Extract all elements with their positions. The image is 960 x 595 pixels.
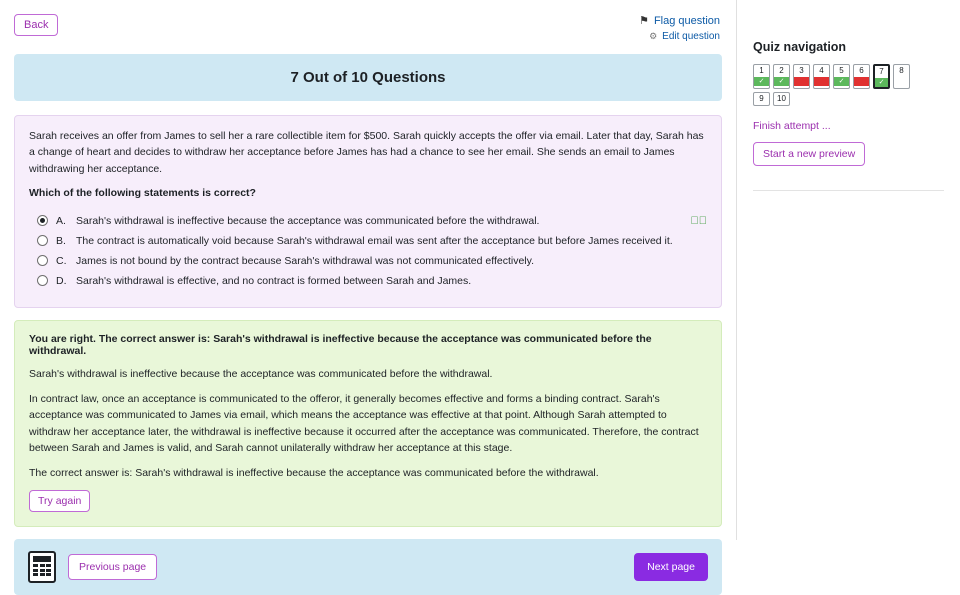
question-box-number: 3 bbox=[799, 66, 804, 75]
option-text-b: The contract is automatically void because Sarah's withdrawal email was sent after the acceptance but before James received it. bbox=[76, 234, 673, 247]
question-prompt: Which of the following statements is correct? bbox=[29, 186, 256, 199]
feedback-panel bbox=[14, 320, 722, 528]
answer-option-d[interactable] bbox=[29, 271, 707, 291]
question-box-status bbox=[794, 77, 809, 86]
flag-icon: ⚑ bbox=[639, 15, 649, 27]
flag-question-label: Flag question bbox=[653, 14, 720, 27]
question-stem: Sarah receives an offer from James to sell her a rare collectible item for $500. Sarah quickly accepts the offer via email. Later that day, Sarah has a change of heart and decides to withdraw her acceptance before James has had a chance to see her email. She sends an email to James withdrawing her acceptance. bbox=[29, 130, 704, 175]
question-box-status bbox=[854, 77, 869, 86]
question-box-1[interactable] bbox=[753, 64, 770, 89]
answer-option-a[interactable] bbox=[29, 211, 707, 231]
feedback-paragraph-2: In contract law, once an acceptance is communicated to the offeror, it generally becomes effective and forms a binding contract. Sarah's acceptance was communicated to James via email, which means the acceptance was effective at that point. Although Sarah attempted to withdraw her acceptance later, the withdrawal is ineffective because it occurred after the acceptance was communicated. Therefore, the contract between Sarah and James is valid, and Sarah cannot unilaterally withdraw her acceptance at this stage. bbox=[29, 393, 699, 454]
back-button[interactable]: Back bbox=[14, 14, 58, 36]
option-letter-d: D. bbox=[56, 274, 67, 287]
question-box-10[interactable] bbox=[773, 92, 790, 106]
radio-a[interactable] bbox=[37, 215, 48, 226]
question-box-number: 2 bbox=[779, 66, 784, 75]
radio-b[interactable] bbox=[37, 235, 48, 246]
feedback-paragraph-1: Sarah's withdrawal is ineffective because the acceptance was communicated before the withdrawal. bbox=[29, 367, 493, 380]
quiz-navigation-sidebar bbox=[737, 0, 960, 540]
question-box-status: ✓ bbox=[774, 77, 789, 86]
question-box-status: ✓ bbox=[875, 78, 888, 87]
option-text-a: Sarah's withdrawal is ineffective because the acceptance was communicated before the withdrawal. bbox=[76, 214, 540, 227]
previous-page-button[interactable]: Previous page bbox=[68, 554, 157, 580]
top-bar bbox=[14, 14, 722, 48]
check-circle-icon: ✔⃝ bbox=[690, 214, 707, 227]
answer-options bbox=[29, 211, 707, 291]
finish-attempt-link[interactable]: Finish attempt ... bbox=[753, 120, 831, 132]
edit-question-link[interactable] bbox=[639, 31, 720, 42]
option-text-d: Sarah's withdrawal is effective, and no contract is formed between Sarah and James. bbox=[76, 274, 472, 287]
edit-question-label: Edit question bbox=[662, 31, 720, 42]
start-new-preview-button[interactable]: Start a new preview bbox=[753, 142, 865, 166]
question-box-number: 9 bbox=[759, 94, 764, 103]
radio-c[interactable] bbox=[37, 255, 48, 266]
feedback-heading: You are right. The correct answer is: Sarah's withdrawal is ineffective because the acceptance was communicated before the withdrawal. bbox=[29, 332, 652, 357]
question-box-status: ✓ bbox=[834, 77, 849, 86]
question-box-status bbox=[814, 77, 829, 86]
option-letter-a: A. bbox=[56, 214, 66, 227]
try-again-button[interactable]: Try again bbox=[29, 490, 90, 512]
question-box-number: 10 bbox=[777, 94, 786, 103]
option-text-c: James is not bound by the contract because Sarah's withdrawal was not communicated effectively. bbox=[76, 254, 535, 267]
question-box-number: 4 bbox=[819, 66, 824, 75]
question-box-4[interactable] bbox=[813, 64, 830, 89]
question-box-status: ✓ bbox=[754, 77, 769, 86]
progress-banner bbox=[14, 54, 722, 101]
sidebar-title: Quiz navigation bbox=[753, 40, 847, 54]
answer-option-c[interactable] bbox=[29, 251, 707, 271]
question-box-6[interactable] bbox=[853, 64, 870, 89]
calculator-icon[interactable] bbox=[28, 551, 56, 583]
question-box-9[interactable] bbox=[753, 92, 770, 106]
question-box-number: 7 bbox=[879, 67, 884, 76]
question-box-number: 5 bbox=[839, 66, 844, 75]
option-letter-b: B. bbox=[56, 234, 66, 247]
calculator-screen bbox=[33, 556, 51, 562]
question-box-7[interactable] bbox=[873, 64, 890, 89]
question-number-grid bbox=[753, 64, 925, 106]
radio-d[interactable] bbox=[37, 275, 48, 286]
gear-icon: ⚙ bbox=[649, 31, 658, 41]
feedback-paragraph-3: The correct answer is: Sarah's withdrawal is ineffective because the acceptance was communicated before the withdrawal. bbox=[29, 467, 599, 480]
question-box-number: 8 bbox=[899, 66, 904, 75]
answer-option-b[interactable] bbox=[29, 231, 707, 251]
sidebar-divider bbox=[753, 190, 944, 191]
page-navigation-bar bbox=[14, 539, 722, 595]
question-box-3[interactable] bbox=[793, 64, 810, 89]
question-actions bbox=[639, 14, 722, 42]
question-box-number: 6 bbox=[859, 66, 864, 75]
question-box-2[interactable] bbox=[773, 64, 790, 89]
progress-title: 7 Out of 10 Questions bbox=[290, 69, 446, 86]
option-letter-c: C. bbox=[56, 254, 67, 267]
flag-question-link[interactable] bbox=[639, 14, 720, 27]
calculator-keys bbox=[33, 564, 51, 576]
next-page-button[interactable]: Next page bbox=[634, 553, 708, 581]
question-card bbox=[14, 115, 722, 308]
question-box-8[interactable] bbox=[893, 64, 910, 89]
question-box-5[interactable] bbox=[833, 64, 850, 89]
question-box-number: 1 bbox=[759, 66, 764, 75]
